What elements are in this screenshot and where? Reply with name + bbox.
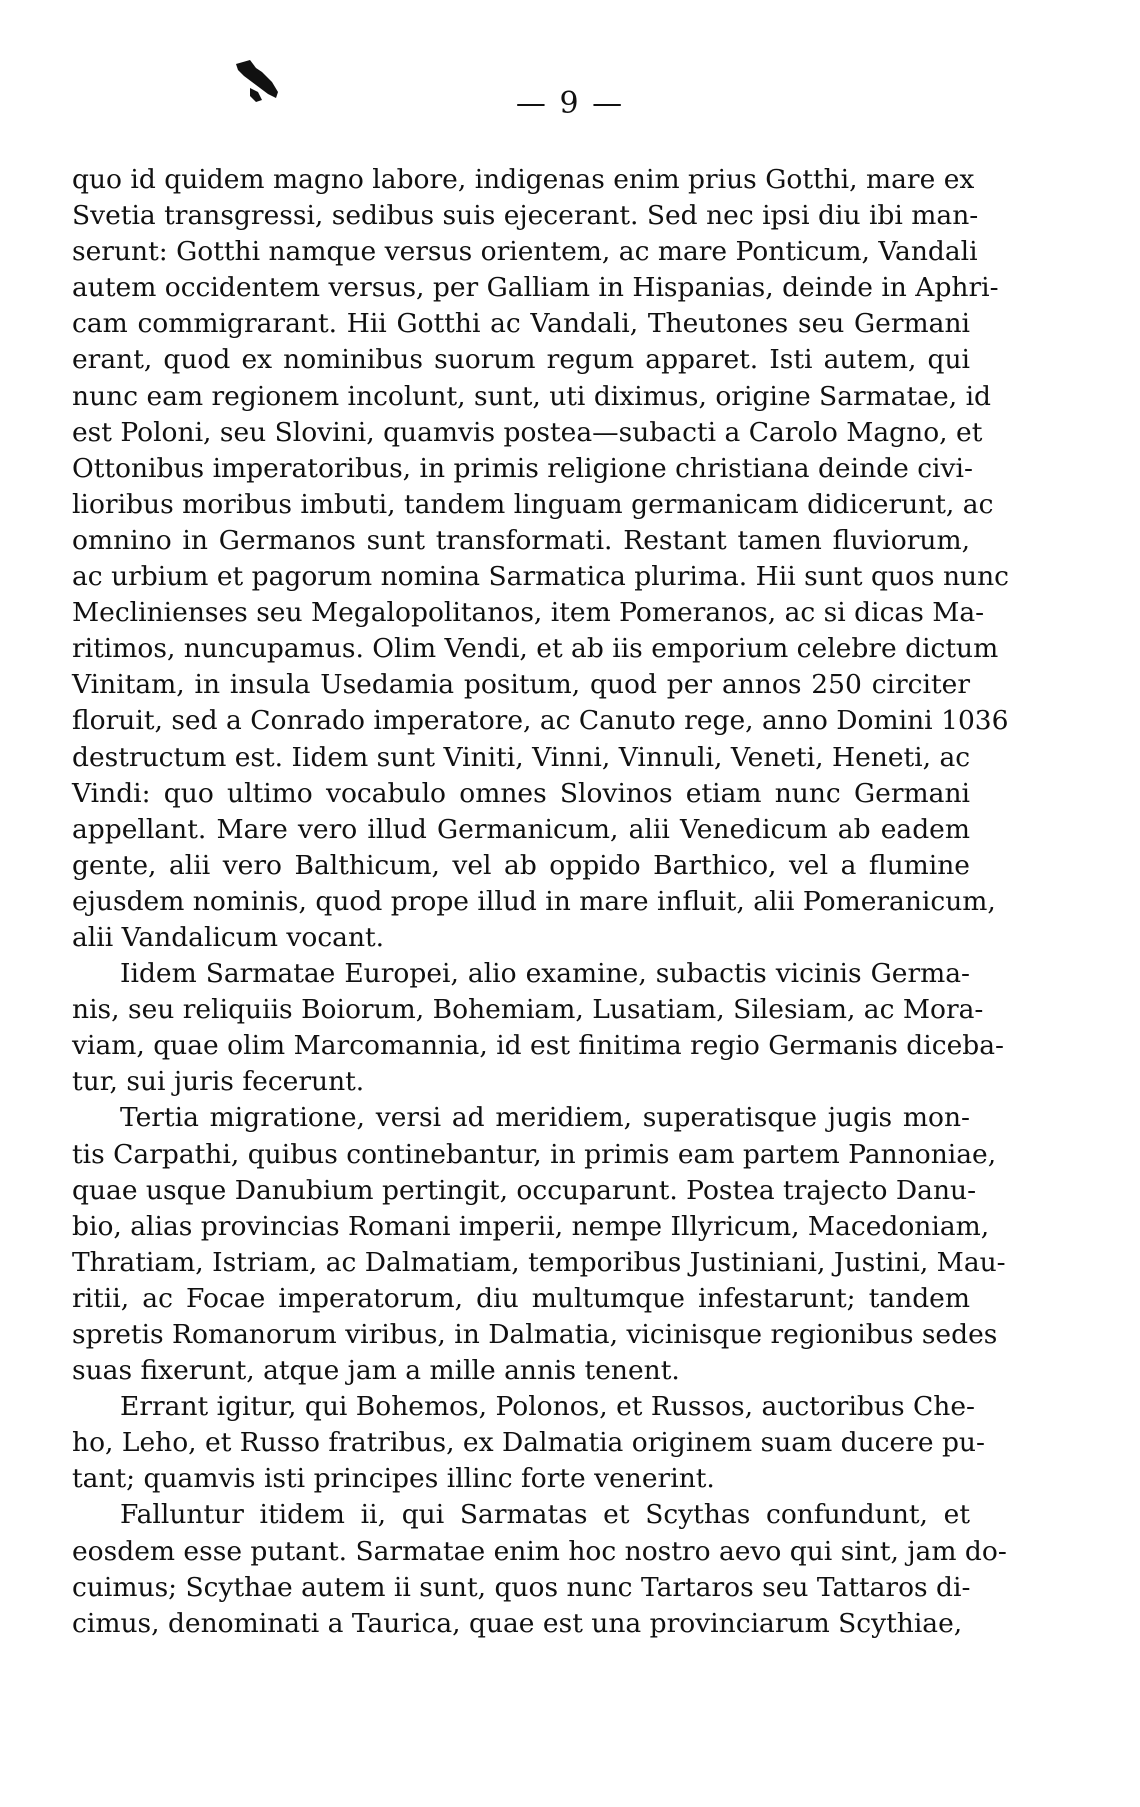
text-line: destructum est. Iidem sunt Viniti, Vinni, Vinnuli, Veneti, Heneti, ac [72,741,971,773]
text-line: cuimus; Scythae autem ii sunt, quos nunc Tartaros seu Tattaros di- [72,1571,971,1603]
text-line: Svetia transgressi, sedibus suis ejecerant. Sed nec ipsi diu ibi man- [72,200,979,232]
text-line: bio, alias provincias Romani imperii, nempe Illyricum, Macedoniam, [72,1210,990,1242]
text-line: erant, quod ex nominibus suorum regum apparet. Isti autem, qui [72,344,970,376]
text-line: Meclinienses seu Megalopolitanos, item Pomeranos, ac si dicas Ma- [72,597,985,629]
text-line: quae usque Danubium pertingit, occuparunt. Postea trajecto Danu- [72,1174,977,1206]
text-line: Vinitam, in insula Usedamia positum, quod per annos 250 circiter [72,669,970,701]
text-line: tur, sui juris fecerunt. [72,1066,365,1098]
page-number: — 9 — [515,86,625,121]
text-line: Tertia migratione, versi ad meridiem, superatisque jugis mon- [120,1102,970,1134]
text-line: Iidem Sarmatae Europei, alio examine, subactis vicinis Germa- [120,958,970,990]
text-line: cam commigrarant. Hii Gotthi ac Vandali, Theutones seu Germani [72,308,970,340]
text-line: Vindi: quo ultimo vocabulo omnes Slovinos etiam nunc Germani [72,777,970,809]
text-line: Thratiam, Istriam, ac Dalmatiam, temporibus Justiniani, Justini, Mau- [72,1246,1006,1278]
paragraph [72,956,1004,1100]
text-line: tis Carpathi, quibus continebantur, in primis eam partem Pannoniae, [72,1138,997,1170]
text-line: nis, seu reliquiis Boiorum, Bohemiam, Lusatiam, Silesiam, ac Mora- [72,994,984,1026]
text-line: appellant. Mare vero illud Germanicum, alii Venedicum ab eadem [72,813,970,845]
text-line: ritii, ac Focae imperatorum, diu multumque infestarunt; tandem [72,1282,970,1314]
text-line: suas fixerunt, atque jam a mille annis tenent. [72,1355,680,1387]
text-line: eosdem esse putant. Sarmatae enim hoc nostro aevo qui sint, jam do- [72,1535,1007,1567]
text-line: ritimos, nuncupamus. Olim Vendi, et ab iis emporium celebre dictum [72,633,999,665]
paragraph [72,1497,1007,1641]
text-line: Ottonibus imperatoribus, in primis religione christiana deinde civi- [72,452,973,484]
text-line: viam, quae olim Marcomannia, id est finitima regio Germanis diceba- [72,1030,1004,1062]
text-line: nunc eam regionem incolunt, sunt, uti diximus, origine Sarmatae, id [72,380,992,412]
text-line: floruit, sed a Conrado imperatore, ac Canuto rege, anno Domini 1036 [72,705,1009,737]
body-text [72,162,1009,1642]
text-line: lioribus moribus imbuti, tandem linguam germanicam didicerunt, ac [72,488,994,520]
text-line: omnino in Germanos sunt transformati. Restant tamen fluviorum, [72,524,970,556]
text-line: autem occidentem versus, per Galliam in Hispanias, deinde in Aphri- [72,272,999,304]
text-line: spretis Romanorum viribus, in Dalmatia, vicinisque regionibus sedes [72,1319,998,1350]
paragraph [72,1100,1006,1389]
text-line: alii Vandalicum vocant. [72,921,385,953]
text-line: gente, alii vero Balthicum, vel ab oppido Barthico, vel a flumine [72,849,970,881]
text-line: Falluntur itidem ii, qui Sarmatas et Scythas confundunt, et [120,1499,970,1531]
text-line: serunt: Gotthi namque versus orientem, ac mare Ponticum, Vandali [72,236,978,268]
text-line: Errant igitur, qui Bohemos, Polonos, et Russos, auctoribus Che- [120,1391,975,1423]
text-line: cimus, denominati a Taurica, quae est una provinciarum Scythiae, [72,1607,963,1639]
text-line: ac urbium et pagorum nomina Sarmatica plurima. Hii sunt quos nunc [72,561,1009,593]
text-line: est Poloni, seu Slovini, quamvis postea—subacti a Carolo Magno, et [72,416,983,448]
text-line: quo id quidem magno labore, indigenas enim prius Gotthi, mare ex [72,164,975,195]
paragraph [72,1389,985,1497]
text-line: ho, Leho, et Russo fratribus, ex Dalmatia originem suam ducere pu- [72,1427,985,1459]
text-line: ejusdem nominis, quod prope illud in mare influit, alii Pomeranicum, [72,885,996,917]
text-line: tant; quamvis isti principes illinc forte venerint. [72,1463,715,1495]
paragraph [72,162,1009,956]
